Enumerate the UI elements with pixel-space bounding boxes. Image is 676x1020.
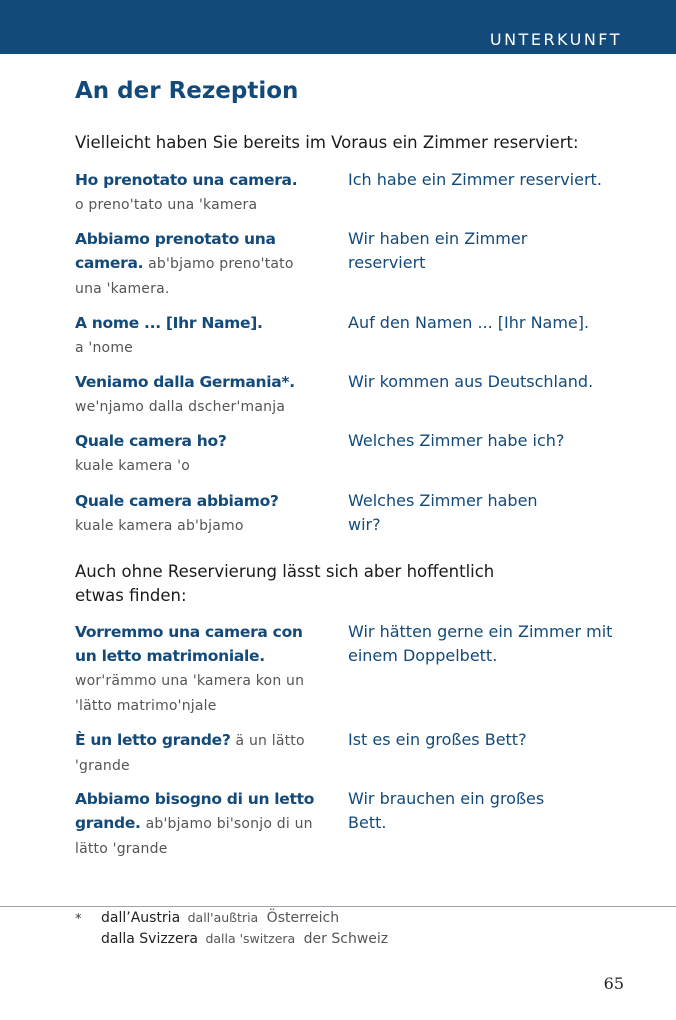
footnote-german: der Schweiz xyxy=(303,931,389,947)
italian-phrase: Abbiamo prenotato una camera. xyxy=(75,230,276,272)
section-label: UNTERKUNFT xyxy=(489,30,622,49)
footnote-german: Österreich xyxy=(266,910,340,926)
section-header-bar xyxy=(0,0,676,54)
italian-phrase: Veniamo dalla Germania*. xyxy=(75,373,295,391)
intro-text-reserved: Vielleicht haben Sie bereits im Voraus ein Zimmer reserviert: xyxy=(75,133,579,152)
footnote-marker: * xyxy=(75,912,82,927)
german-translation: Wir brauchen ein großes Bett. xyxy=(348,789,545,832)
page-number: 65 xyxy=(603,974,624,993)
footnote-line xyxy=(101,931,388,947)
german-translation: Ich habe ein Zimmer reserviert. xyxy=(348,170,602,189)
footnote-italian: dall’Austria xyxy=(101,910,181,926)
pronunciation: ab'bjamo preno'tato una 'kamera. xyxy=(75,256,294,297)
italian-phrase: Quale camera abbiamo? xyxy=(75,492,279,510)
italian-phrase: È un letto grande? xyxy=(75,731,231,749)
german-translation: Welches Zimmer haben wir? xyxy=(348,491,538,534)
german-translation: Wir hätten gerne ein Zimmer mit einem Doppelbett. xyxy=(348,622,613,665)
pronunciation: ä un lätto 'grande xyxy=(75,733,305,774)
italian-phrase-block xyxy=(75,168,330,217)
german-translation: Welches Zimmer habe ich? xyxy=(348,431,565,450)
italian-phrase-block xyxy=(75,370,330,419)
italian-phrase-block xyxy=(75,787,325,861)
pronunciation: a 'nome xyxy=(75,340,133,356)
footnote-italian: dalla Svizzera xyxy=(101,931,198,947)
footnote-divider xyxy=(0,906,676,907)
page-title: An der Rezeption xyxy=(75,78,299,104)
italian-phrase: Abbiamo bisogno di un letto grande. xyxy=(75,790,315,832)
italian-phrase: Ho prenotato una camera. xyxy=(75,171,298,189)
footnote-pronunciation: dall'außtria xyxy=(187,910,259,925)
german-translation: Auf den Namen ... [Ihr Name]. xyxy=(348,313,590,332)
pronunciation: kuale kamera ab'bjamo xyxy=(75,518,244,534)
footnote-pronunciation: dalla 'switzera xyxy=(205,931,296,946)
italian-phrase: Quale camera ho? xyxy=(75,432,227,450)
pronunciation: ab'bjamo bi'sonjo di un lätto 'grande xyxy=(75,816,313,857)
italian-phrase-block xyxy=(75,489,330,538)
italian-phrase-block xyxy=(75,620,315,718)
intro-text-no-reservation: Auch ohne Reservierung lässt sich aber hoffentlich etwas finden: xyxy=(75,562,495,605)
pronunciation: o preno'tato una 'kamera xyxy=(75,197,258,213)
pronunciation: kuale kamera 'o xyxy=(75,458,190,474)
german-translation: Wir haben ein Zimmer reserviert xyxy=(348,229,528,272)
italian-phrase-block xyxy=(75,728,320,778)
pronunciation: we'njamo dalla dscher'manja xyxy=(75,399,286,415)
italian-phrase-block xyxy=(75,227,315,301)
footnote-line xyxy=(101,910,339,926)
italian-phrase-block xyxy=(75,311,330,360)
italian-phrase: Vorremmo una camera con un letto matrimoniale. xyxy=(75,623,303,665)
italian-phrase: A nome ... [Ihr Name]. xyxy=(75,314,263,332)
italian-phrase-block xyxy=(75,429,330,478)
german-translation: Wir kommen aus Deutschland. xyxy=(348,372,594,391)
pronunciation: wor'rämmo una 'kamera kon un 'lätto matrimo'njale xyxy=(75,673,305,714)
german-translation: Ist es ein großes Bett? xyxy=(348,730,527,749)
